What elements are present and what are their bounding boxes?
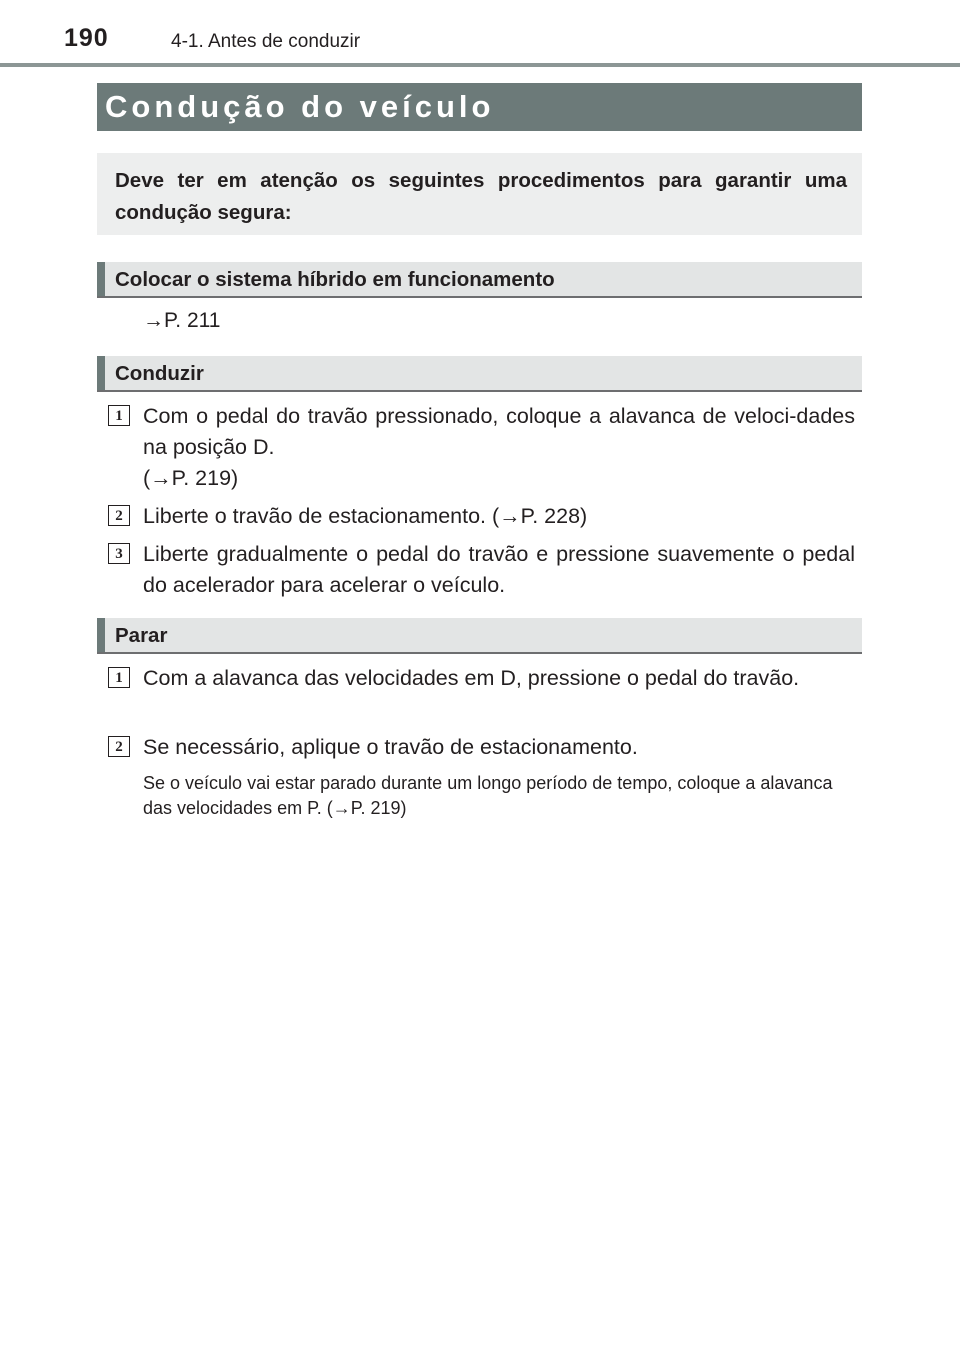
- step-text: Liberte gradualmente o pedal do travão e pressione suavemente o pedal do acelerador para acelerar o veículo.: [143, 542, 855, 597]
- intro-box: [97, 153, 862, 235]
- header-divider: [0, 63, 960, 67]
- intro-text: Deve ter em atenção os seguintes procedimentos para garantir uma condução segura:: [115, 169, 847, 224]
- subheading-start-hybrid: [97, 262, 862, 298]
- note-text: Se o veículo vai estar parado durante um longo período de tempo, coloque a alavanca das velocidades em P. (→P. 219): [143, 773, 833, 818]
- subheading-accent: [97, 356, 105, 390]
- subheading-text: Colocar o sistema híbrido em funcionamento: [115, 268, 555, 291]
- page-number: 190: [64, 24, 109, 52]
- page-title-bar: [97, 83, 862, 131]
- page-header: [0, 0, 960, 68]
- step-description: Com o pedal do travão pressionado, coloque a alavanca de veloci-dades na posição D.: [143, 404, 855, 459]
- subheading-drive: [97, 356, 862, 392]
- step-text: Se necessário, aplique o travão de estacionamento.: [143, 735, 638, 759]
- step-text: [143, 401, 855, 494]
- step-reference: (→P. 219): [143, 466, 239, 490]
- page-title: Condução do veículo: [105, 89, 495, 124]
- subheading-text: Parar: [115, 624, 168, 647]
- section-breadcrumb: 4-1. Antes de conduzir: [171, 31, 361, 52]
- subheading-accent: [97, 262, 105, 296]
- step-number-badge: 1: [108, 405, 130, 426]
- subheading-text: Conduzir: [115, 362, 204, 385]
- step-number-badge: 2: [108, 505, 130, 526]
- subheading-accent: [97, 618, 105, 652]
- subheading-stop: [97, 618, 862, 654]
- step-text: Liberte o travão de estacionamento. (→P. 228): [143, 504, 588, 528]
- page-reference: →P. 211: [143, 309, 221, 332]
- step-number-badge: 3: [108, 543, 130, 564]
- step-number-badge: 2: [108, 736, 130, 757]
- step-number-badge: 1: [108, 667, 130, 688]
- step-text: Com a alavanca das velocidades em D, pressione o pedal do travão.: [143, 666, 800, 690]
